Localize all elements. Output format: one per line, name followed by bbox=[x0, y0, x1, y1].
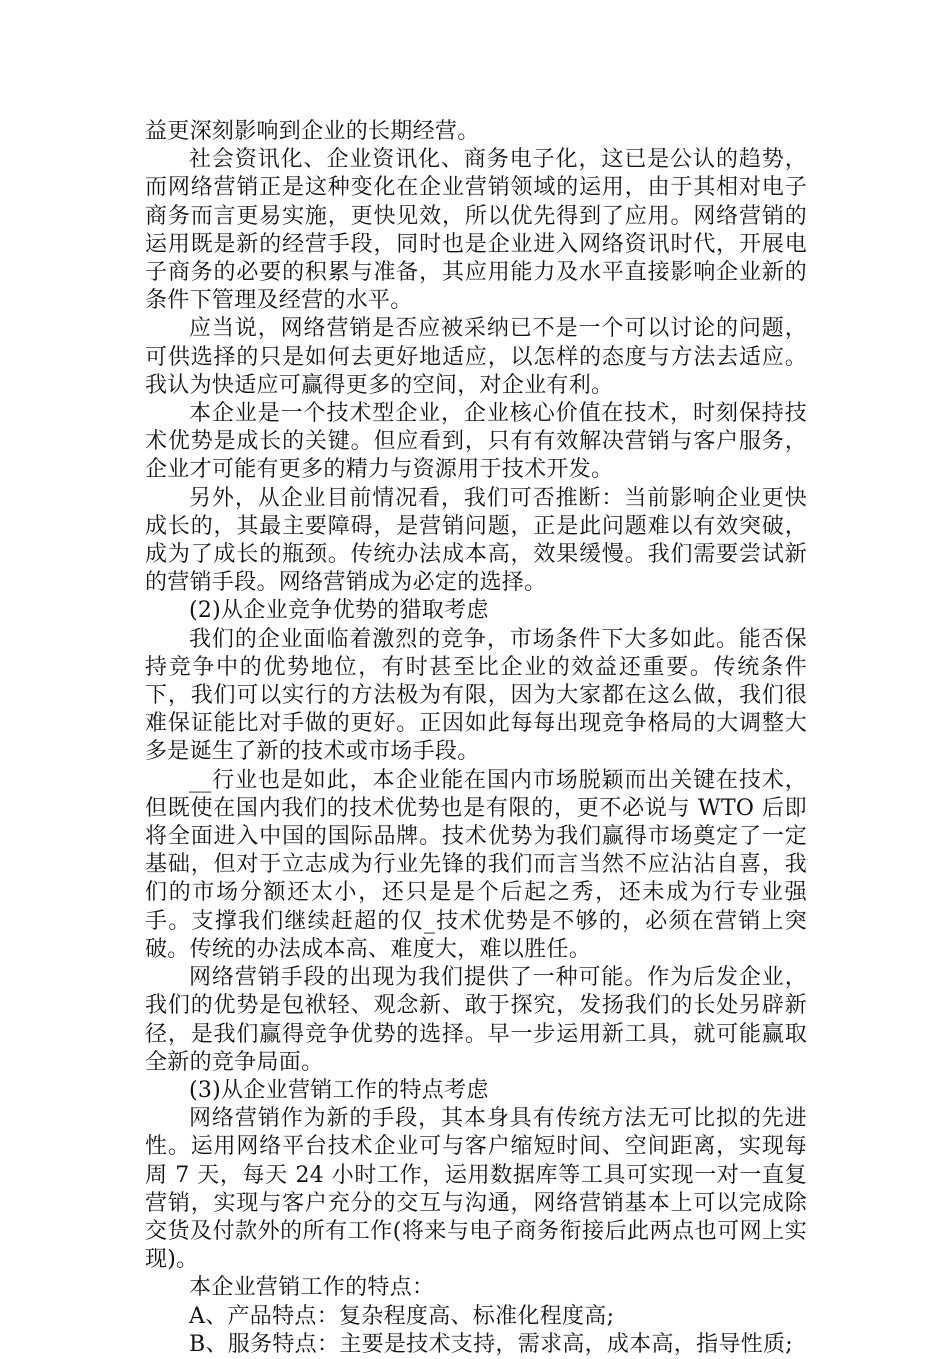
list-item-service-features: B、服务特点：主要是技术支持，需求高，成本高，指导性质; bbox=[189, 1331, 793, 1357]
paragraph-adoption: 应当说，网络营销是否应被采纳已不是一个可以讨论的问题，可供选择的只是如何去更好地适应，以怎样的态度与方法去适应。我认为快适应可赢得更多的空间，对企业有利。 bbox=[145, 316, 807, 398]
section-heading-competitive-advantage: (2)从企业竞争优势的猎取考虑 bbox=[189, 598, 489, 624]
document-body bbox=[145, 118, 807, 1359]
section-heading-marketing-features: (3)从企业营销工作的特点考虑 bbox=[189, 1077, 489, 1103]
paragraph-network-marketing: 网络营销作为新的手段，其本身具有传统方法无可比拟的先进性。运用网络平台技术企业可与客户缩短时间、空间距离，实现每周 7 天，每天 24 小时工作，运用数据库等工具可实现一对一直复营销，实现与客户充分的交互与沟通，网络营销基本上可以完成除交货及付款外的所有工作(将来与电子商务衔接后此两点也可网上实现)。 bbox=[145, 1106, 807, 1273]
paragraph-features-intro: 本企业营销工作的特点： bbox=[189, 1275, 435, 1301]
paragraph-industry: __行业也是如此，本企业能在国内市场脱颖而出关键在技术，但既使在国内我们的技术优势也是有限的，更不必说与 WTO 后即将全面进入中国的国际品牌。技术优势为我们赢得市场奠定了一定基础，但对于立志成为行业先锋的我们而言当然不应沾沾自喜，我们的市场分额还太小，还只是是个后起之秀，还未成为行专业强手。支撑我们继续赶超的仅_技术优势是不够的，必须在营销上突破。传统的办法成本高、难度大，难以胜任。 bbox=[145, 767, 807, 962]
paragraph-opportunity: 网络营销手段的出现为我们提供了一种可能。作为后发企业，我们的优势是包袱轻、观念新、敢于探究，发扬我们的长处另辟新径，是我们赢得竞争优势的选择。早一步运用新工具，就可能赢取全新的竞争局面。 bbox=[145, 965, 807, 1075]
paragraph-continuation: 益更深刻影响到企业的长期经营。 bbox=[145, 119, 480, 144]
paragraph-bottleneck: 另外，从企业目前情况看，我们可否推断：当前影响企业更快成长的，其最主要障碍，是营销问题，正是此问题难以有效突破，成为了成长的瓶颈。传统办法成本高，效果缓慢。我们需要尝试新的营销手段。网络营销成为必定的选择。 bbox=[145, 485, 807, 596]
list-item-product-features: A、产品特点：复杂程度高、标准化程度高; bbox=[189, 1303, 615, 1329]
paragraph-competition: 我们的企业面临着激烈的竞争，市场条件下大多如此。能否保持竞争中的优势地位，有时甚至比企业的效益还重要。传统条件下，我们可以实行的方法极为有限，因为大家都在这么做，我们很难保证能比对手做的更好。正因如此每每出现竞争格局的大调整大多是诞生了新的技术或市场手段。 bbox=[145, 626, 807, 765]
paragraph-tech-enterprise: 本企业是一个技术型企业，企业核心价值在技术，时刻保持技术优势是成长的关键。但应看到，只有有效解决营销与客户服务，企业才可能有更多的精力与资源用于技术开发。 bbox=[145, 401, 807, 483]
paragraph-informatization-trend: 社会资讯化、企业资讯化、商务电子化，这已是公认的趋势，而网络营销正是这种变化在企业营销领域的运用，由于其相对电子商务而言更易实施，更快见效，所以优先得到了应用。网络营销的运用既是新的经营手段，同时也是企业进入网络资讯时代，开展电子商务的必要的积累与准备，其应用能力及水平直接影响企业新的条件下管理及经营的水平。 bbox=[145, 147, 807, 314]
